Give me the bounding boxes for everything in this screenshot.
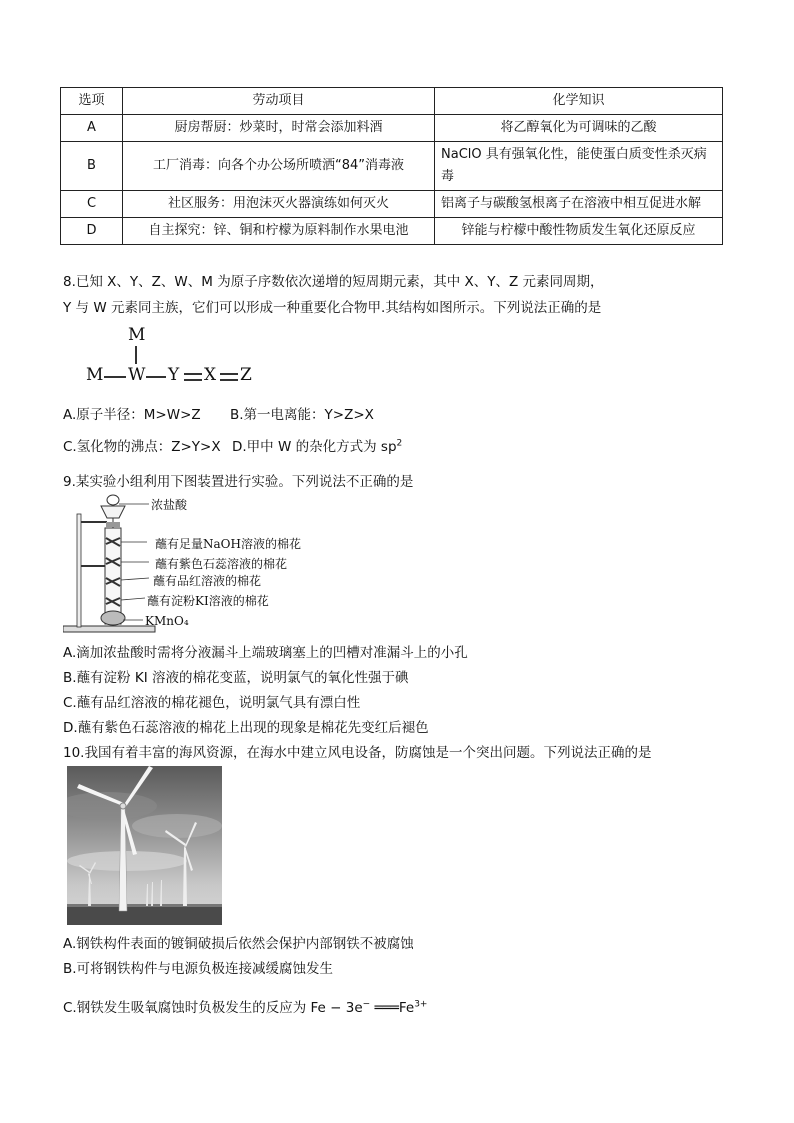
table-row xyxy=(61,115,723,142)
q9-option-c: C.蘸有品红溶液的棉花褪色，说明氯气具有漂白性 xyxy=(63,695,361,711)
atom-w: W xyxy=(128,365,146,385)
q8-structure-figure xyxy=(84,322,264,392)
q9-apparatus-figure xyxy=(63,492,333,637)
label-conc-hcl: 浓盐酸 xyxy=(151,498,188,512)
q10-option-c-superscript-2: 3+ xyxy=(414,999,428,1010)
q10-stem: 10.我国有着丰富的海风资源，在海水中建立风电设备，防腐蚀是一个突出问题。下列说法正确的是 xyxy=(63,745,652,761)
table-row xyxy=(61,218,723,245)
table-row xyxy=(61,142,723,191)
q10-option-a: A.钢铁构件表面的镀铜破损后依然会保护内部钢铁不被腐蚀 xyxy=(63,936,414,952)
q7-table xyxy=(60,87,723,245)
q9-option-a: A.滴加浓盐酸时需将分液漏斗上端玻璃塞上的凹槽对准漏斗上的小孔 xyxy=(63,645,468,661)
table-row xyxy=(61,191,723,218)
label-litmus-cotton: 蘸有紫色石蕊溶液的棉花 xyxy=(155,557,288,571)
row-task: 工厂消毒：向各个办公场所喷洒“84”消毒液 xyxy=(123,142,435,191)
apparatus-drawing xyxy=(63,492,158,637)
atom-m: M xyxy=(86,365,104,385)
bond-m-w xyxy=(104,376,126,378)
q10-option-c-text: C.钢铁发生吸氧腐蚀时负极发生的反应为 Fe − 3e xyxy=(63,1000,363,1016)
wind-turbine-photo xyxy=(67,766,222,925)
label-naoh-cotton: 蘸有足量NaOH溶液的棉花 xyxy=(155,537,301,551)
q9-option-d: D.蘸有紫色石蕊溶液的棉花上出现的现象是棉花先变红后褪色 xyxy=(63,720,429,736)
row-task: 厨房帮厨：炒菜时，时常会添加料酒 xyxy=(123,115,435,142)
q10-option-c-middle: ═══Fe xyxy=(370,1000,415,1016)
q10-option-b: B.可将钢铁构件与电源负极连接减缓腐蚀发生 xyxy=(63,961,334,977)
table-header-row xyxy=(61,88,723,115)
q10-option-c xyxy=(63,996,427,1016)
atom-m-top: M xyxy=(128,325,146,345)
q9-stem: 9.某实验小组利用下图装置进行实验。下列说法不正确的是 xyxy=(63,474,414,490)
row-task: 社区服务：用泡沫灭火器演练如何灭火 xyxy=(123,191,435,218)
label-kmno4: KMnO₄ xyxy=(145,614,189,628)
row-option: A xyxy=(61,115,123,142)
double-bond-x-z-a xyxy=(220,373,238,375)
double-bond-y-x-b xyxy=(184,379,202,381)
q10-option-c-superscript-1: − xyxy=(362,999,371,1010)
atom-z: Z xyxy=(240,365,252,385)
q8-stem-line1: 8.已知 X、Y、Z、W、M 为原子序数依次递增的短周期元素，其中 X、Y、Z 元素同周期， xyxy=(63,274,604,290)
q8-option-b: B.第一电离能：Y>Z>X xyxy=(230,407,374,423)
q8-option-c: C.氢化物的沸点：Z>Y>X xyxy=(63,439,221,455)
label-magenta-cotton: 蘸有品红溶液的棉花 xyxy=(153,574,262,588)
row-option: D xyxy=(61,218,123,245)
q8-option-a: A.原子半径：M>W>Z xyxy=(63,407,201,423)
double-bond-x-z-b xyxy=(220,379,238,381)
row-option: C xyxy=(61,191,123,218)
label-starch-ki-cotton: 蘸有淀粉KI溶液的棉花 xyxy=(147,594,269,608)
q8-option-d xyxy=(232,435,402,455)
double-bond-y-x-a xyxy=(184,373,202,375)
atom-x: X xyxy=(204,365,217,385)
atom-y: Y xyxy=(168,365,180,385)
row-task: 自主探究：锌、铜和柠檬为原料制作水果电池 xyxy=(123,218,435,245)
row-option: B xyxy=(61,142,123,191)
bond-w-y xyxy=(146,376,166,378)
header-option: 选项 xyxy=(61,88,123,115)
q8-stem-line2: Y 与 W 元素同主族，它们可以形成一种重要化合物甲.其结构如图所示。下列说法正确的是 xyxy=(63,300,602,316)
q8-option-d-superscript: 2 xyxy=(396,438,403,449)
row-knowledge: NaClO 具有强氧化性，能使蛋白质变性杀灭病毒 xyxy=(435,142,723,191)
wind-turbine-image xyxy=(67,766,222,925)
row-knowledge: 铝离子与碳酸氢根离子在溶液中相互促进水解 xyxy=(435,191,723,218)
header-knowledge: 化学知识 xyxy=(435,88,723,115)
header-task: 劳动项目 xyxy=(123,88,435,115)
q9-option-b: B.蘸有淀粉 KI 溶液的棉花变蓝，说明氯气的氧化性强于碘 xyxy=(63,670,409,686)
row-knowledge: 将乙醇氧化为可调味的乙酸 xyxy=(435,115,723,142)
row-knowledge: 锌能与柠檬中酸性物质发生氧化还原反应 xyxy=(435,218,723,245)
bond-vertical xyxy=(135,346,137,364)
q8-option-d-text: D.甲中 W 的杂化方式为 sp xyxy=(232,439,397,455)
